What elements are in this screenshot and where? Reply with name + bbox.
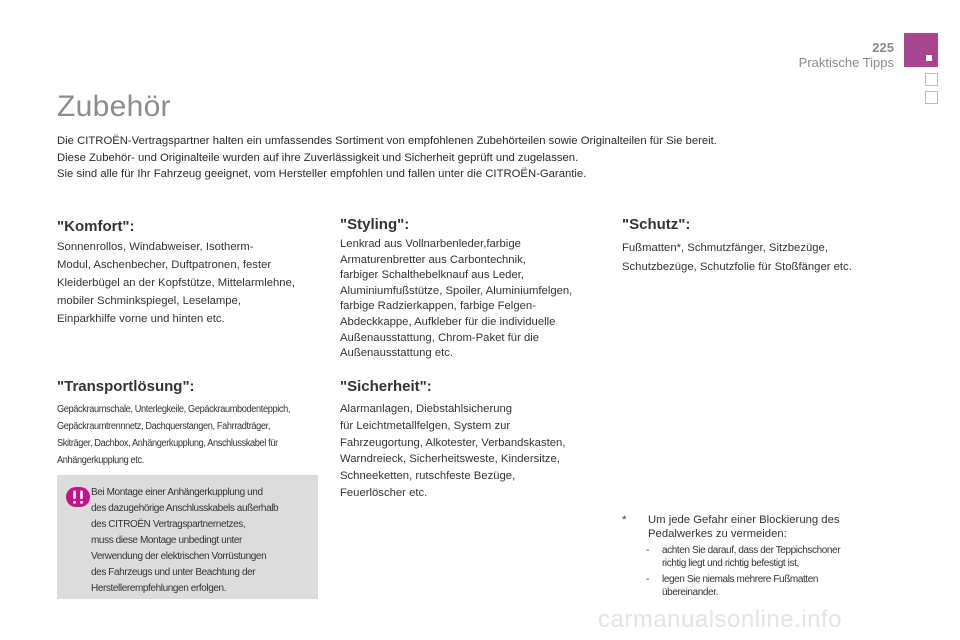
text-line: des Fahrzeugs und unter Beachtung der [91,567,256,578]
footnote-item-text [662,573,892,599]
schutz-text [622,239,912,276]
text-line: Schneeketten, rutschfeste Bezüge, [340,470,516,483]
tab-marker-icon [926,55,932,61]
text-line: farbige Radzierkappen, farbige Felgen- [340,300,536,313]
text-line: Feuerlöscher etc. [340,486,428,499]
text-line: übereinander. [662,587,718,598]
intro-paragraph [57,133,917,183]
section-title: Praktische Tipps [798,55,894,70]
text-line: Modul, Aschenbecher, Duftpatronen, fester [57,259,272,271]
text-line: legen Sie niemals mehrere Fußmatten [662,574,819,585]
schutz-heading: "Schutz": [622,216,691,233]
text-line: mobiler Schminkspiegel, Leselampe, [57,295,241,307]
exclamation-warning-icon [65,485,91,509]
text-line: des CITROËN Vertragspartnernetzes, [91,519,246,530]
page-title: Zubehör [57,90,171,123]
list-dash: - [646,545,649,556]
text-line: Außenausstattung etc. [340,347,454,360]
transport-text [57,401,333,469]
text-line: Schutzbezüge, Schutzfolie für Stoßfänger etc. [622,260,852,273]
text-line: Verwendung der elektrischen Vorrüstungen [91,551,267,562]
text-line: Einparkhilfe vorne und hinten etc. [57,313,225,325]
warning-box [57,475,318,599]
text-line: Pedalwerkes zu vermeiden: [648,528,787,540]
text-line: farbiger Schalthebelknauf aus Leder, [340,269,525,282]
transport-heading: "Transportlösung": [57,378,195,395]
text-line: Warndreieck, Sicherheitsweste, Kindersitze, [340,453,560,466]
text-line: Armaturenbretter aus Carbontechnik, [340,253,526,266]
intro-line: Diese Zubehör- und Originalteile wurden auf ihre Zuverlässigkeit und Sicherheit geprüft und zugelassen. [57,151,579,164]
text-line: Gepäckraumtrennnetz, Dachquerstangen, Fahrradträger, [57,421,271,432]
komfort-text [57,238,327,328]
footnote-text [648,513,888,541]
chapter-tab[interactable] [925,91,938,104]
text-line: Alarmanlagen, Diebstahlsicherung [340,403,513,415]
footnote-item-text [662,544,892,570]
watermark: carmanualsonline.info [598,606,842,633]
text-line: des dazugehörige Anschlusskabels außerhalb [91,503,279,514]
text-line: Um jede Gefahr einer Blockierung des [648,514,840,526]
text-line: achten Sie darauf, dass der Teppichschoner [662,545,841,556]
styling-heading: "Styling": [340,216,410,233]
intro-line: Die CITROËN-Vertragspartner halten ein umfassendes Sortiment von empfohlenen Zubehörteilen sowie Originalteilen für Sie bereit. [57,135,717,147]
chapter-tab[interactable] [925,73,938,86]
text-line: Fußmatten*, Schmutzfänger, Sitzbezüge, [622,242,828,254]
warning-text [91,485,317,597]
text-line: richtig liegt und richtig befestigt ist, [662,558,799,569]
list-dash: - [646,574,649,585]
text-line: Anhängerkupplung etc. [57,455,144,466]
text-line: muss diese Montage unbedingt unter [91,535,242,546]
page-number: 225 [872,40,894,55]
footnote [622,513,882,603]
text-line: Gepäckraumschale, Unterlegkeile, Gepäckraumbodenteppich, [57,404,291,415]
text-line: Lenkrad aus Vollnarbenleder,farbige [340,238,521,250]
styling-text [340,237,610,362]
text-line: Sonnenrollos, Windabweiser, Isotherm- [57,241,254,253]
text-line: Herstellerempfehlungen erfolgen. [91,583,227,594]
sicherheit-heading: "Sicherheit": [340,378,432,395]
text-line: Fahrzeugortung, Alkotester, Verbandskasten, [340,436,566,449]
chapter-tab-active[interactable] [904,33,938,67]
intro-line: Sie sind alle für Ihr Fahrzeug geeignet, vom Hersteller empfohlen und fallen unter die CITROËN-Garantie. [57,168,587,180]
sicherheit-text [340,401,610,502]
text-line: Aluminiumfußstütze, Spoiler, Aluminiumfelgen, [340,284,573,297]
footnote-marker: * [622,514,627,526]
text-line: Bei Montage einer Anhängerkupplung und [91,487,263,498]
text-line: Kleiderbügel an der Kopfstütze, Mittelarmlehne, [57,277,295,289]
text-line: Außenausstattung, Chrom-Paket für die [340,331,540,344]
text-line: Skiträger, Dachbox, Anhängerkupplung, Anschlusskabel für [57,438,278,449]
text-line: für Leichtmetallfelgen, System zur [340,419,511,432]
komfort-heading: "Komfort": [57,218,135,235]
text-line: Abdeckkappe, Aufkleber für die individuelle [340,315,556,328]
